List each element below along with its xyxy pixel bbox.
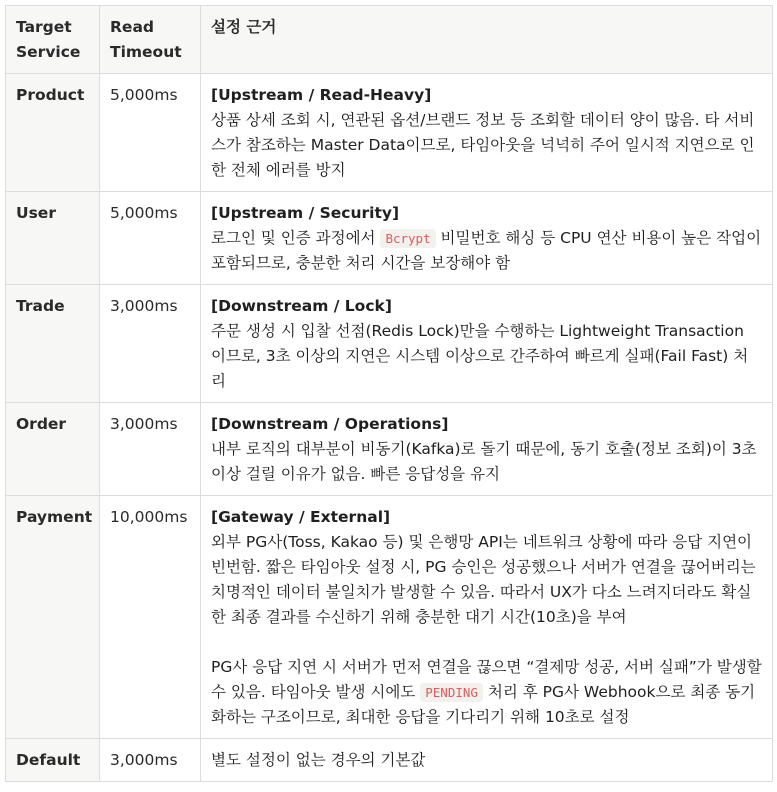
rationale-cell xyxy=(201,74,773,192)
rationale-text: 별도 설정이 없는 경우의 기본값 xyxy=(211,751,426,769)
rationale-tag: [Downstream / Operations] xyxy=(211,415,449,433)
rationale-cell xyxy=(201,496,773,739)
rationale-text: 상품 상세 조회 시, 연관된 옵션/브랜드 정보 등 조회할 데이터 양이 많음. 타 서비스가 참조하는 Master Data이므로, 타임아웃을 넉넉히 주어 일시적 지연으로 인한 전체 에러를 방지 xyxy=(211,111,755,179)
rationale-tag: [Downstream / Lock] xyxy=(211,297,392,315)
header-read-timeout: Read Timeout xyxy=(100,6,201,74)
timeout-value: 3,000ms xyxy=(100,739,201,782)
rationale-text-second xyxy=(211,655,762,730)
rationale-text: 외부 PG사(Toss, Kakao 등) 및 은행망 API는 네트워크 상황에 따라 응답 지연이 빈번함. 짧은 타임아웃 설정 시, PG 승인은 성공했으나 서버가 연결을 끊어버리는 치명적인 데이터 불일치가 발생할 수 있음. 따라서 UX가 다소 느려지더라도 확실한 최종 결과를 수신하기 위해 충분한 대기 시간(10초)을 부여 xyxy=(211,533,756,626)
service-name: Order xyxy=(6,403,100,496)
service-name: Trade xyxy=(6,285,100,403)
rationale-text-part: PG사 응답 지연 시 서버가 먼저 연결을 끊으면 “결제망 성공, 서버 실패”가 발생할 수 있음. 타임아웃 발생 시에도 xyxy=(211,658,762,701)
table-row-user xyxy=(6,192,773,285)
rationale-text-part: 비밀번호 해싱 등 CPU 연산 비용이 높은 작업이 포함되므로, 충분한 처리 시간을 보장해야 함 xyxy=(211,229,762,272)
table-row-payment xyxy=(6,496,773,739)
rationale-text: 내부 로직의 대부분이 비동기(Kafka)로 돌기 때문에, 동기 호출(정보 조회)이 3초 이상 걸릴 이유가 없음. 빠른 응답성을 유지 xyxy=(211,440,757,483)
rationale-tag: [Upstream / Read-Heavy] xyxy=(211,86,432,104)
rationale-tag: [Gateway / External] xyxy=(211,508,391,526)
header-target-service: Target Service xyxy=(6,6,100,74)
rationale-text xyxy=(211,226,762,276)
rationale-text-part: 로그인 및 인증 과정에서 xyxy=(211,229,381,247)
timeout-value: 5,000ms xyxy=(100,74,201,192)
timeout-value: 5,000ms xyxy=(100,192,201,285)
timeout-value: 3,000ms xyxy=(100,403,201,496)
inline-code: PENDING xyxy=(420,683,483,702)
rationale-tag: [Upstream / Security] xyxy=(211,204,400,222)
rationale-cell xyxy=(201,192,773,285)
table-row-order xyxy=(6,403,773,496)
table-header-row xyxy=(6,6,773,74)
inline-code: Bcrypt xyxy=(380,229,435,248)
timeout-value: 3,000ms xyxy=(100,285,201,403)
header-rationale: 설정 근거 xyxy=(201,6,773,74)
timeout-config-table xyxy=(5,5,773,782)
service-name: Product xyxy=(6,74,100,192)
table-row-product xyxy=(6,74,773,192)
rationale-text: 주문 생성 시 입찰 선점(Redis Lock)만을 수행하는 Lightweight Transaction 이므로, 3초 이상의 지연은 시스템 이상으로 간주하여 빠르게 실패(Fail Fast) 처리 xyxy=(211,322,749,390)
table-row-default xyxy=(6,739,773,782)
timeout-value: 10,000ms xyxy=(100,496,201,739)
rationale-cell xyxy=(201,739,773,782)
service-name: User xyxy=(6,192,100,285)
service-name: Payment xyxy=(6,496,100,739)
service-name: Default xyxy=(6,739,100,782)
table-row-trade xyxy=(6,285,773,403)
rationale-text-part: 처리 후 PG사 Webhook으로 최종 동기화하는 구조이므로, 최대한 응답을 기다리기 위해 10초로 설정 xyxy=(211,683,756,726)
rationale-cell xyxy=(201,285,773,403)
rationale-cell xyxy=(201,403,773,496)
